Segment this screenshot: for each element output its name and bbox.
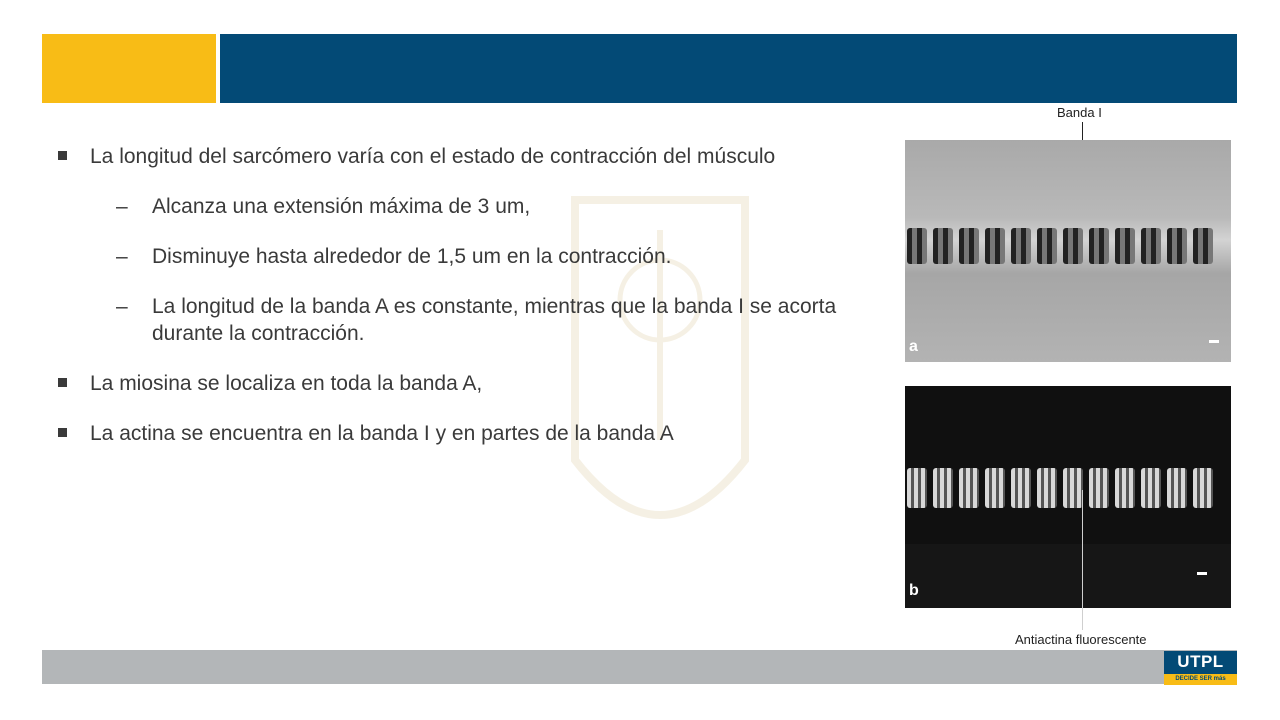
figure-label-banda-i: Banda I bbox=[1057, 105, 1102, 120]
dash-marker: – bbox=[116, 295, 128, 318]
sub-bullet-text: Disminuye hasta alrededor de 1,5 um en la contracción. bbox=[152, 245, 672, 268]
header-title-bar bbox=[220, 34, 1237, 103]
bullet-item bbox=[58, 143, 873, 170]
sub-bullet-text: La longitud de la banda A es constante, mientras que la banda I se acorta durante la contracción. bbox=[152, 295, 837, 345]
dash-marker: – bbox=[116, 245, 128, 268]
micrograph-panel-b bbox=[905, 386, 1231, 608]
sub-bullet-text: Alcanza una extensión máxima de 3 um, bbox=[152, 195, 531, 218]
slide-body bbox=[58, 143, 873, 470]
scale-bar bbox=[1209, 340, 1219, 343]
logo-name: UTPL bbox=[1177, 652, 1224, 671]
panel-b-letter: b bbox=[909, 582, 919, 599]
figure-label-antiactina: Antiactina fluorescente bbox=[1015, 632, 1147, 647]
utpl-logo bbox=[1164, 651, 1237, 685]
label-pointer-line bbox=[1082, 490, 1083, 630]
bullet-text: La miosina se localiza en toda la banda A, bbox=[90, 372, 483, 395]
bullet-item bbox=[58, 420, 873, 447]
square-bullet-icon bbox=[58, 151, 67, 160]
dash-marker: – bbox=[116, 195, 128, 218]
micrograph-panel-a bbox=[905, 140, 1231, 362]
sub-bullet-item bbox=[58, 243, 873, 270]
logo-tagline: DECIDE SER más bbox=[1164, 674, 1237, 685]
scale-bar bbox=[1197, 572, 1207, 575]
fluorescent-band-row bbox=[907, 468, 1213, 508]
micrograph-figure bbox=[897, 100, 1237, 650]
bullet-text: La actina se encuentra en la banda I y en partes de la banda A bbox=[90, 422, 674, 445]
square-bullet-icon bbox=[58, 428, 67, 437]
sub-bullet-item bbox=[58, 293, 873, 347]
panel-a-letter: a bbox=[909, 338, 918, 355]
footer-bar bbox=[42, 650, 1237, 684]
header-accent-bar bbox=[42, 34, 216, 103]
bullet-text: La longitud del sarcómero varía con el estado de contracción del músculo bbox=[90, 145, 776, 168]
square-bullet-icon bbox=[58, 378, 67, 387]
sub-bullet-item bbox=[58, 193, 873, 220]
bullet-item bbox=[58, 370, 873, 397]
sarcomere-band-row bbox=[907, 228, 1213, 264]
panel-b-lower-band bbox=[905, 544, 1231, 608]
